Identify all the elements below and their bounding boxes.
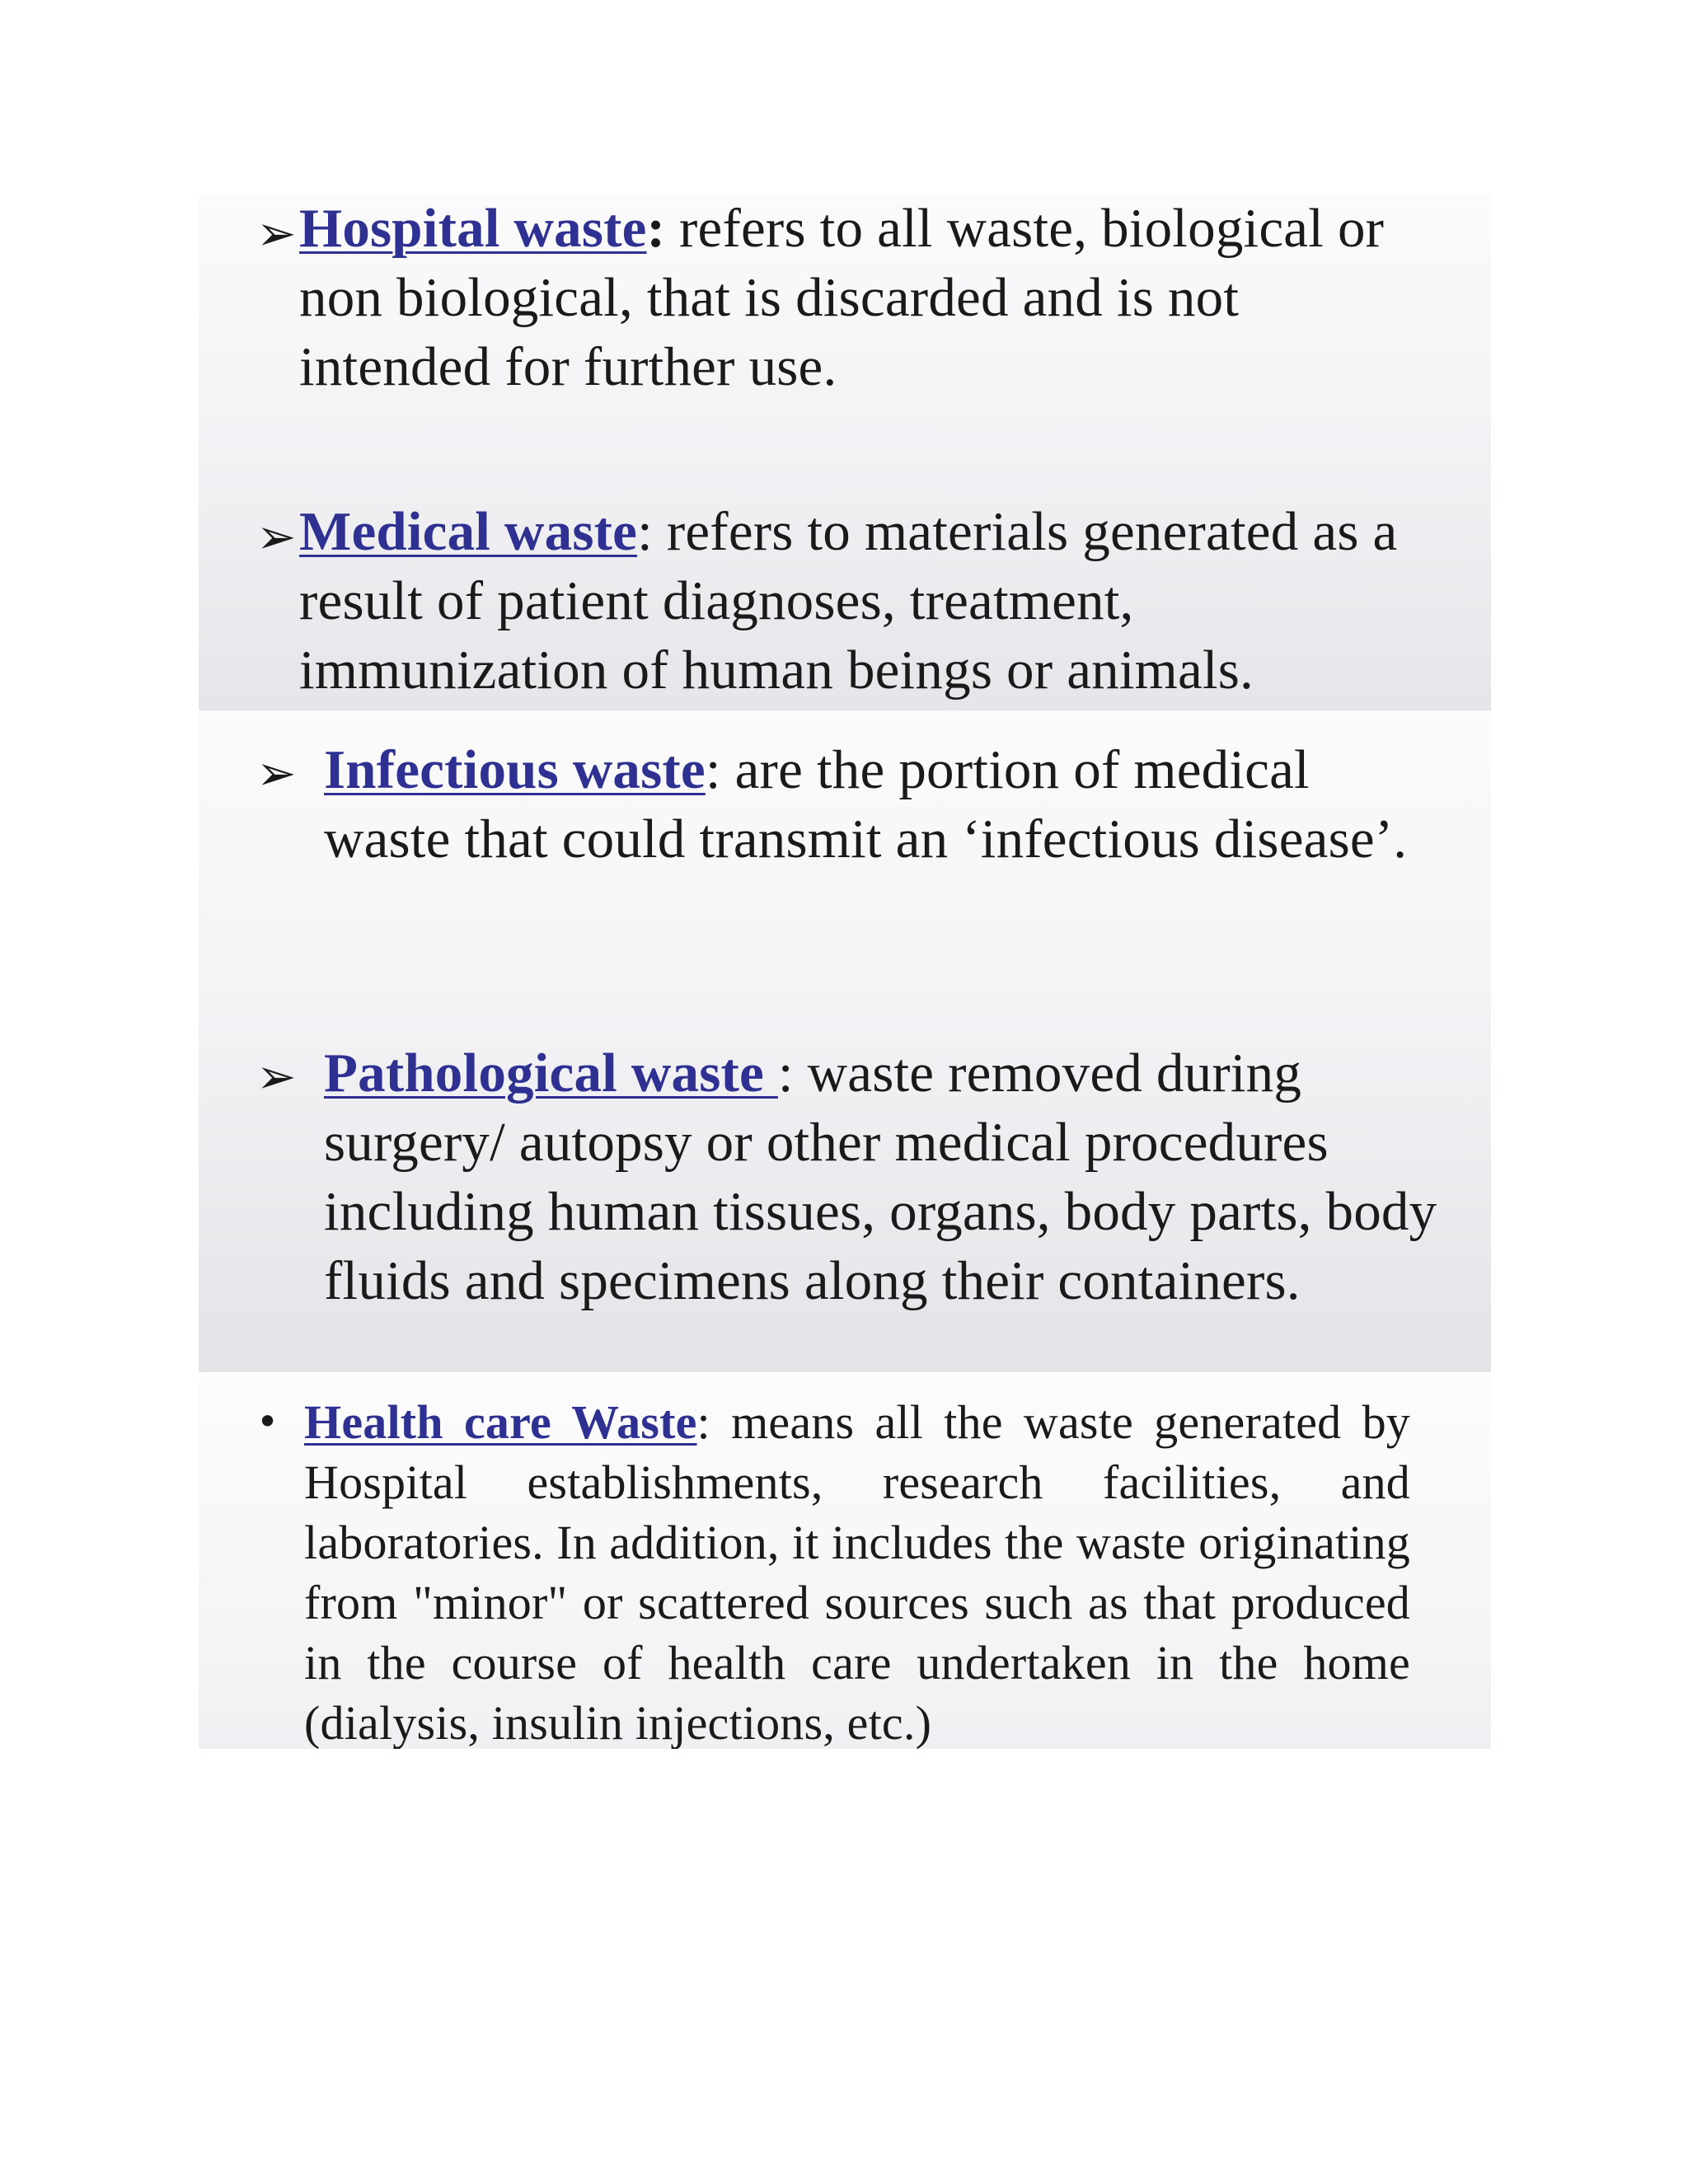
term-hospital-waste: Hospital waste bbox=[299, 198, 647, 259]
slide-definitions-1 bbox=[199, 194, 1491, 710]
slide-definitions-3 bbox=[199, 1372, 1491, 1749]
term-medical-waste: Medical waste bbox=[299, 501, 638, 562]
definition-text: refers to all waste, biological or non biological, that is discarded and is not intended for further use. bbox=[299, 198, 1385, 397]
definition-pathological-waste bbox=[256, 1038, 1443, 1315]
term-separator: : bbox=[646, 198, 666, 259]
term-infectious-waste: Infectious waste bbox=[324, 739, 706, 800]
arrow-bullet-icon: ➢ bbox=[256, 1048, 297, 1104]
definition-text: refers to materials generated as a result of patient diagnoses, treatment, immunization of human beings or animals. bbox=[299, 501, 1398, 701]
term-pathological-waste: Pathological waste bbox=[324, 1043, 778, 1104]
arrow-bullet-icon: ➢ bbox=[256, 205, 297, 261]
definition-hospital-waste bbox=[256, 194, 1443, 401]
term-separator: : bbox=[696, 1395, 710, 1449]
definition-health-care-waste bbox=[256, 1392, 1410, 1749]
term-health-care-waste: Health care Waste bbox=[304, 1395, 697, 1449]
definition-body bbox=[324, 735, 1443, 874]
arrow-bullet-icon: ➢ bbox=[256, 745, 297, 801]
definition-text: are the portion of medical waste that could transmit an ‘infectious disease’. bbox=[324, 739, 1408, 869]
term-separator: : bbox=[637, 501, 653, 562]
definition-body bbox=[299, 497, 1443, 705]
definition-text: means all the waste generated by Hospital establishments, research facilities, and laboratories. In addition, it includes the waste originating from "minor" or scattered sources such as that produced in the course of health care undertaken in the home (dialysis, insulin injections, etc.) bbox=[304, 1395, 1410, 1749]
definition-body bbox=[299, 194, 1443, 401]
definition-medical-waste bbox=[256, 497, 1443, 705]
term-separator: : bbox=[705, 739, 721, 800]
round-bullet-icon: • bbox=[256, 1399, 279, 1444]
slide-definitions-2 bbox=[199, 710, 1491, 1372]
definition-text: waste removed during surgery/ autopsy or other medical procedures including human tissues, organs, body parts, body fluids and specimens along their containers. bbox=[324, 1043, 1437, 1311]
definition-infectious-waste bbox=[256, 735, 1443, 874]
arrow-bullet-icon: ➢ bbox=[256, 509, 297, 565]
definition-body bbox=[304, 1392, 1410, 1749]
definition-body bbox=[324, 1038, 1443, 1315]
term-separator: : bbox=[777, 1043, 794, 1104]
